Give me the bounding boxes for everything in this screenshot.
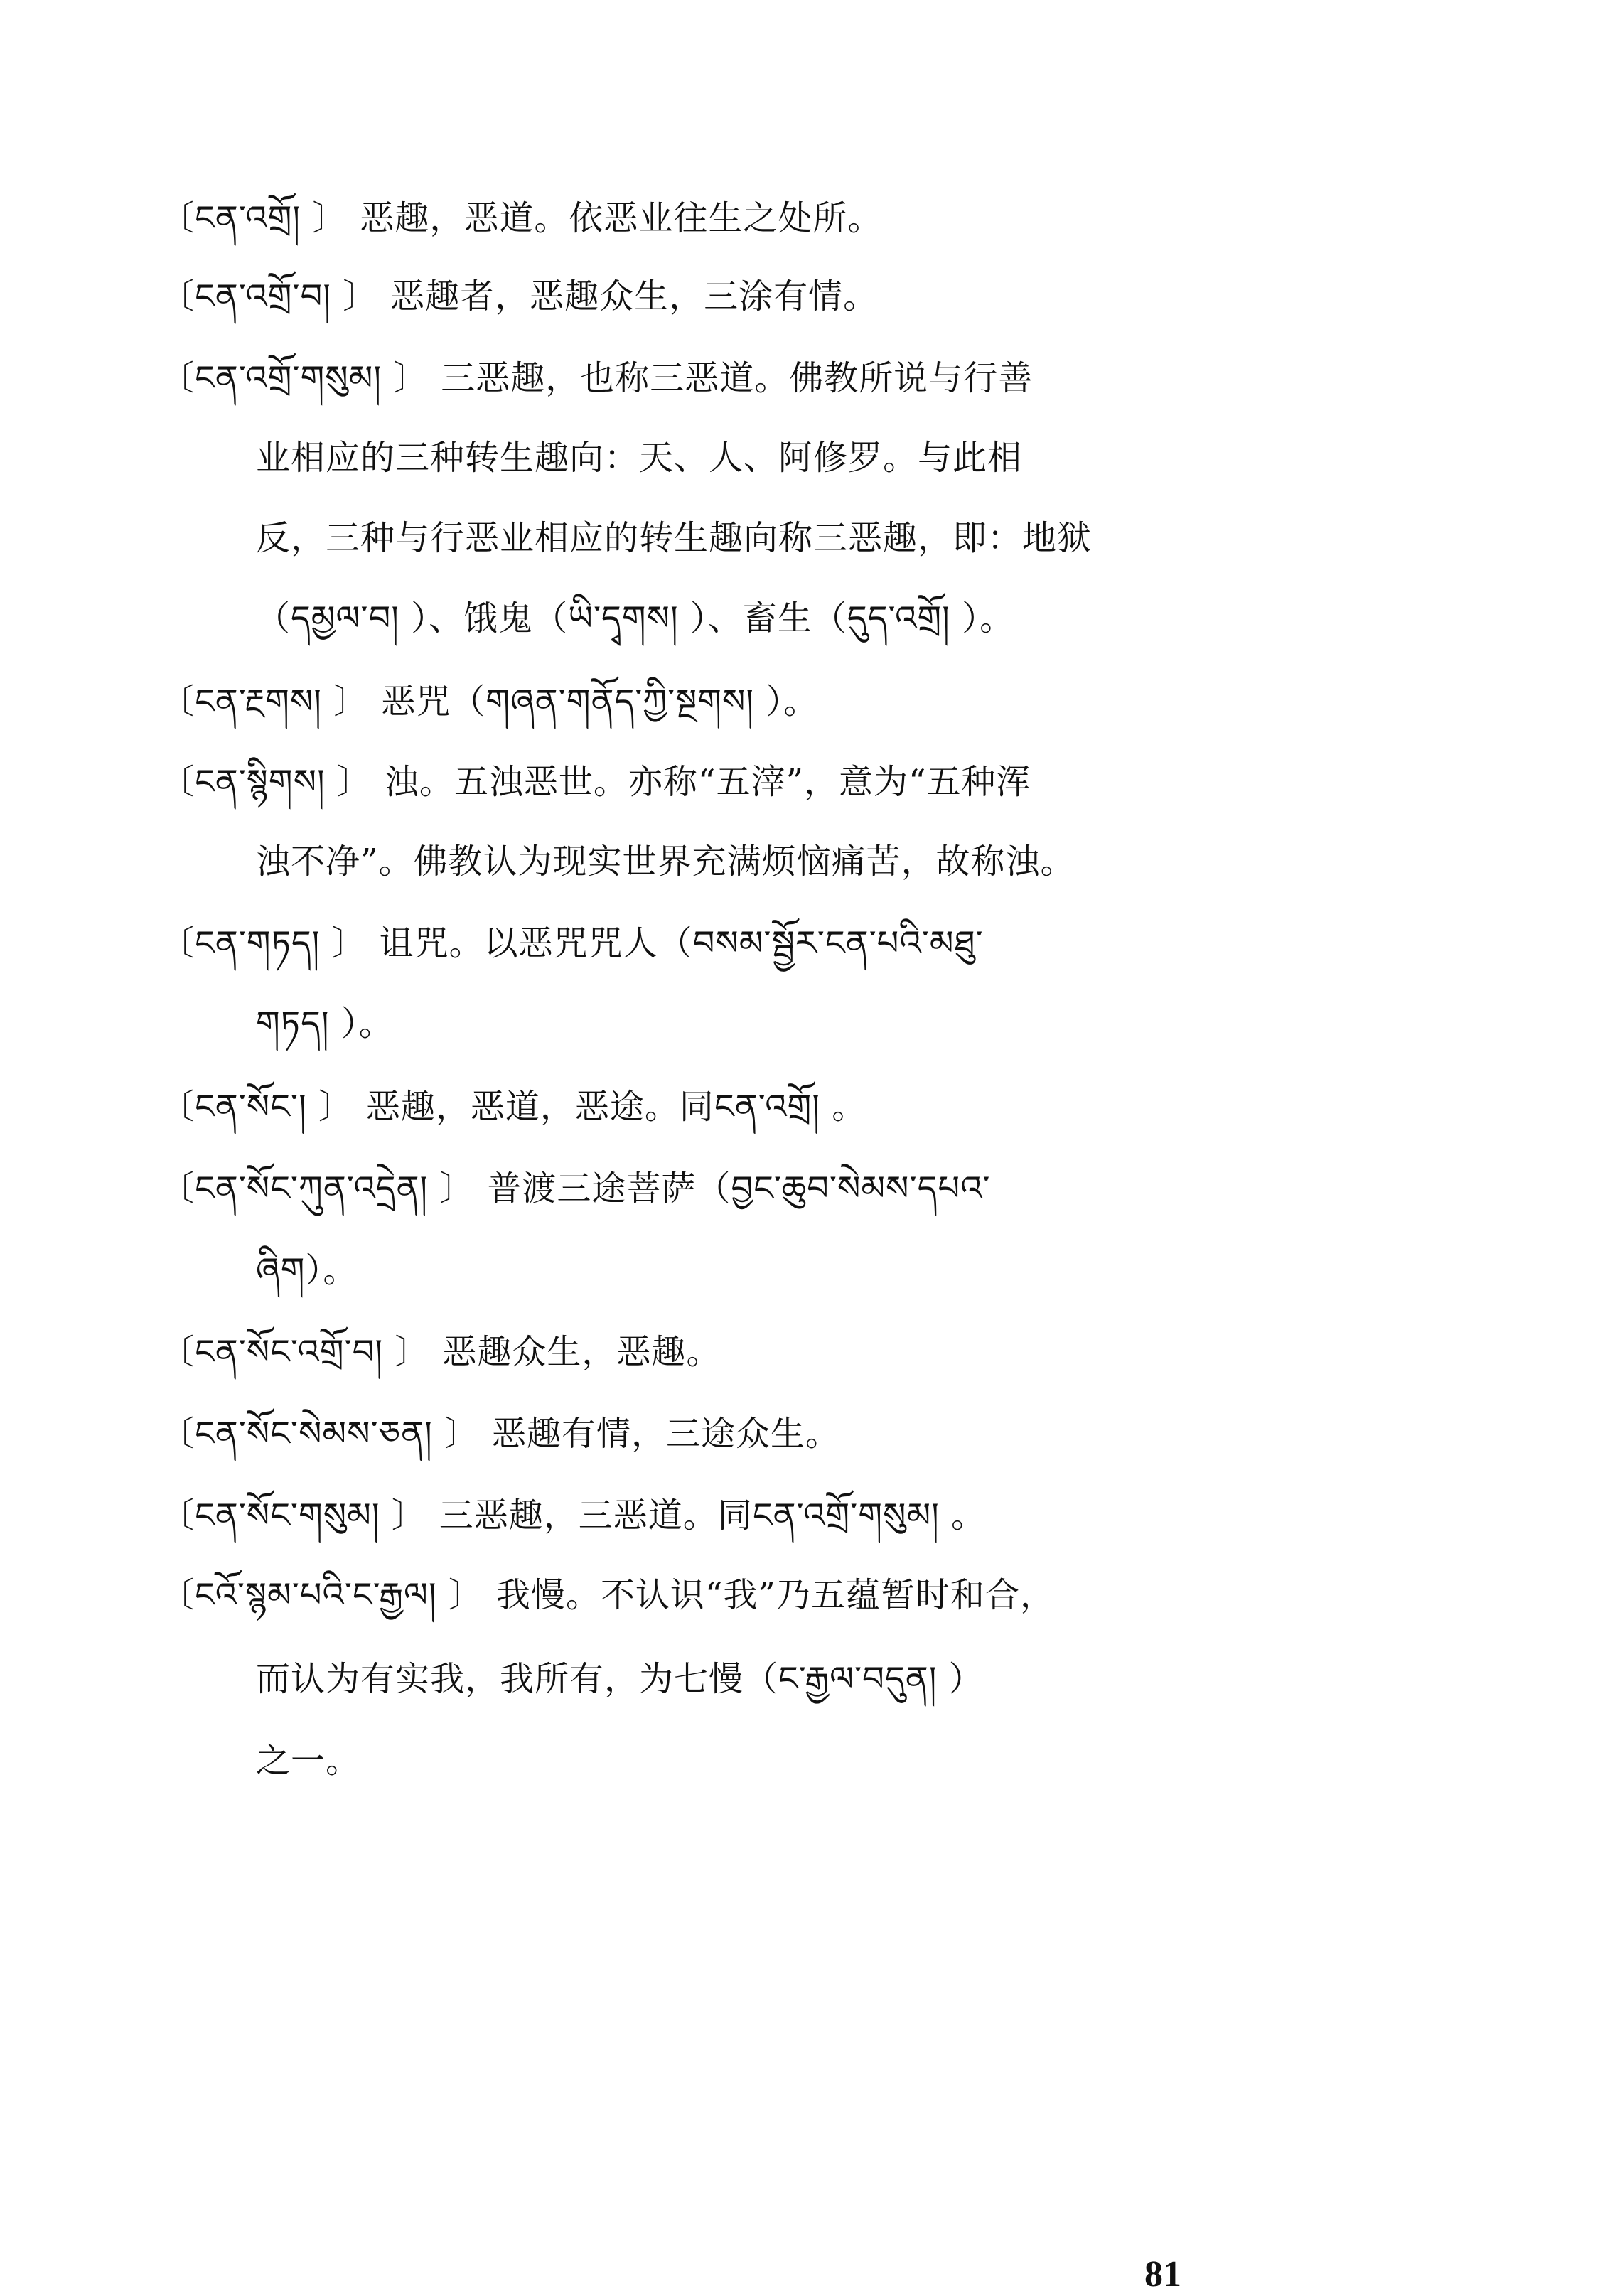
headword: 〔ངན་སོང་། 〕 [160, 1087, 353, 1127]
headword: 〔ངན་འགྲོ་བ། 〕 [160, 277, 378, 316]
definition: 之一。 [256, 1741, 361, 1781]
continuation-line [256, 596, 1014, 641]
entry-line [160, 274, 878, 319]
entry-line [160, 1084, 866, 1130]
headword: 〔ངན་གཏད། 〕 [160, 923, 367, 963]
definition: 恶咒（གཞན་གནོད་ཀྱི་སྔགས། ）。 [381, 682, 819, 721]
definition: 我慢。不认识“我”乃五蕴暂时和合， [495, 1575, 1055, 1615]
headword: 〔ངན་སོང་སེམས་ཅན། 〕 [160, 1414, 480, 1454]
entry-line [160, 1411, 840, 1457]
continuation-line [256, 435, 1022, 481]
entry-line [160, 355, 1033, 401]
entry-line [160, 759, 1031, 805]
definition: 浊不净”。佛教认为现实世界充满烦恼痛苦，故称浊。 [256, 842, 1075, 881]
definition: གཏད། ）。 [256, 1004, 394, 1044]
definition: 三恶趣，也称三恶道。佛教所说与行善 [441, 358, 1034, 398]
definition: 业相应的三种转生趣向：天、人、阿修罗。与此相 [256, 438, 1023, 478]
entry-line [160, 195, 882, 241]
definition: 普渡三途菩萨（བྱང་ཆུབ་སེམས་དཔའ་ [487, 1169, 991, 1208]
definition: ཞིག）。 [256, 1250, 358, 1290]
definition: 恶趣者，恶趣众生，三涂有情。 [390, 277, 879, 316]
definition: 恶趣，恶道，恶途。同ངན་འགྲོ། 。 [365, 1087, 867, 1127]
headword: 〔ངན་སོང་ཀུན་འདྲེན། 〕 [160, 1169, 475, 1208]
entry-line [160, 1572, 1055, 1618]
definition: 恶趣有情，三途众生。 [492, 1414, 841, 1454]
headword: 〔ངན་རྔགས། 〕 [160, 682, 369, 721]
entry-line [160, 1493, 986, 1538]
headword: 〔ངའོ་སྙམ་པའི་ང་རྒྱལ། 〕 [160, 1575, 483, 1615]
definition: 而认为有实我，我所有，为七慢（ང་རྒྱལ་བདུན། ） [256, 1659, 984, 1699]
page-number: 81 [1144, 2254, 1181, 2295]
headword: 〔ངན་སོང་འགྲོ་བ། 〕 [160, 1332, 430, 1372]
continuation-line [256, 1001, 394, 1046]
definition: 诅咒。以恶咒咒人（བསམ་སྦྱོར་ངན་པའི་མཐུ་ [379, 923, 984, 963]
definition: 浊。五浊恶世。亦称“五滓”，意为“五种浑 [384, 762, 1031, 802]
definition: （དམྱལ་བ། ）、饿鬼（ཡི་དྭགས། ）、畜生（དུད་འགྲོ། ）。 [256, 599, 1015, 638]
headword: 〔ངན་སྙིགས། 〕 [160, 762, 372, 802]
definition: 恶趣，恶道。依恶业往生之处所。 [360, 198, 883, 238]
headword: 〔ངན་འགྲོ། 〕 [160, 198, 348, 238]
continuation-line [256, 1738, 360, 1783]
continuation-line [256, 515, 1092, 561]
continuation-line [256, 1656, 984, 1702]
entry-line [160, 1329, 721, 1375]
entry-line [160, 679, 818, 724]
definition: 三恶趣，三恶道。同ངན་འགྲོ་གསུམ། 。 [439, 1496, 987, 1535]
entry-line [160, 1166, 990, 1211]
entry-line [160, 921, 984, 966]
definition: 反，三种与行恶业相应的转生趣向称三恶趣，即：地狱 [256, 518, 1093, 558]
definition: 恶趣众生，恶趣。 [442, 1332, 721, 1372]
headword: 〔ངན་འགྲོ་གསུམ། 〕 [160, 358, 429, 398]
headword: 〔ངན་སོང་གསུམ། 〕 [160, 1496, 426, 1535]
continuation-line [256, 1248, 358, 1293]
continuation-line [256, 839, 1075, 884]
